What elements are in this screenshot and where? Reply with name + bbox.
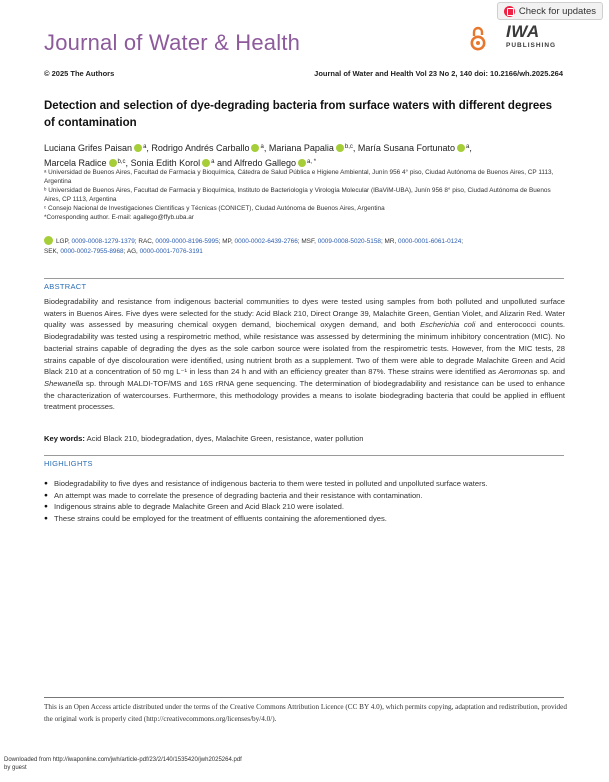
author-separator: , xyxy=(263,143,269,153)
open-access-icon xyxy=(470,26,486,52)
affiliation-b: ᵇ Universidad de Buenos Aires, Facultad de Farmacia y Bioquímica, Instituto de Bacteriología y Virología Molecular (IBaViM-UBA), Junín 956 8° piso, Ciudad Autónoma de Buenos Aires, CP 1113, Argentina xyxy=(44,187,551,203)
download-note-line-1: Downloaded from http://iwaponline.com/jwh/article-pdf/23/2/140/1535420/jwh2025264.pdf xyxy=(4,757,242,763)
author-separator: , xyxy=(125,158,131,168)
list-item: ● These strains could be employed for the treatment of effluents containing the aforementioned dyes. xyxy=(44,513,564,525)
author-affiliation-marker: a xyxy=(465,144,470,150)
abstract-part-4: sp. through MALDI-TOF/MS and 16S rRNA gene sequencing. The determination of biodegradability and resistance can be used to enhance the characterization of watercourses. Furthermore, this methodology provides a means to isolate biodegrading bacteria that could be applied in effluent treatment processes. xyxy=(44,378,565,412)
journal-title: Journal of Water & Health xyxy=(44,30,301,55)
orcid-icon[interactable] xyxy=(298,159,306,167)
orcid-link[interactable]: 0000-0001-6061-0124 xyxy=(398,238,462,245)
orcid-link[interactable]: 0000-0002-6439-2766 xyxy=(234,238,298,245)
orcid-author-label: MR, xyxy=(384,238,399,245)
abstract-part-1: Biodegradability and resistance from indigenous bacterial communities to dyes were tested using samples from both polluted and unpolluted surface waters in Buenos Aires. Five dyes were selected for the study: Acid Black 210, Direct Orange 39, Malachite Green, Gentian Violet, and Alizarin Red. Water quality was assessed by measuring chemical oxygen demand, biochemical oxygen demand, and both xyxy=(44,297,565,330)
highlights-list xyxy=(44,478,564,524)
check-updates-label: Check for updates xyxy=(518,5,596,17)
author-name[interactable]: Mariana Papalia xyxy=(268,143,334,153)
author-affiliation-marker: a xyxy=(143,144,147,150)
publisher-logo: IWA xyxy=(506,22,540,41)
download-note-line-2: by guest xyxy=(4,764,27,771)
orcid-separator: ; xyxy=(218,238,223,245)
orcid-icon[interactable] xyxy=(336,144,344,152)
author-affiliation-marker: b,c xyxy=(344,144,353,150)
keywords-text: Acid Black 210, biodegradation, dyes, Malachite Green, resistance, water pollution xyxy=(84,434,364,443)
check-updates-icon xyxy=(504,6,515,17)
author-name[interactable]: Alfredo Gallego xyxy=(233,158,297,168)
author-separator: , xyxy=(469,143,472,153)
author-name[interactable]: Rodrigo Andrés Carballo xyxy=(151,143,250,153)
download-note xyxy=(4,757,242,772)
orcid-separator: ; xyxy=(297,238,302,245)
orcid-link[interactable]: 0000-0001-7076-3191 xyxy=(139,247,203,255)
orcid-separator: ; xyxy=(461,238,464,245)
affiliations xyxy=(44,168,564,222)
orcid-link[interactable]: 0000-0002-7955-8968 xyxy=(60,247,124,255)
abstract-italic-ecoli: Escherichia coli xyxy=(420,320,476,330)
author-name[interactable]: Sonia Edith Korol xyxy=(130,158,201,168)
abstract-heading: ABSTRACT xyxy=(44,282,87,291)
keywords xyxy=(44,434,564,443)
list-item: ● An attempt was made to correlate the presence of degrading bacteria and their resistance with contamination. xyxy=(44,490,564,502)
license-part-1: This is an Open Access article distributed under the terms of the Creative Commons Attribution Licence (CC BY 4.0), which permits copying, adaptation and redistribution, provided the original work is properly cited ( xyxy=(44,703,567,723)
author-separator: , xyxy=(146,143,152,153)
abstract-part-3: sp. and xyxy=(537,367,565,377)
copyright: © 2025 The Authors xyxy=(44,69,115,78)
keywords-label: Key words: xyxy=(44,434,85,443)
author-separator: and xyxy=(214,158,234,168)
author-affiliation-marker: a xyxy=(211,159,215,165)
orcid-separator: ; xyxy=(134,238,139,245)
divider xyxy=(44,278,564,279)
citation: Journal of Water and Health Vol 23 No 2, 140 doi: 10.2166/wh.2025.264 xyxy=(314,69,563,78)
check-for-updates-button[interactable] xyxy=(497,2,603,20)
divider xyxy=(44,697,564,698)
author-name[interactable]: María Susana Fortunato xyxy=(357,143,455,153)
list-item: ● Indigenous strains able to degrade Malachite Green and Acid Black 210 were isolated. xyxy=(44,501,564,513)
list-item: ● Biodegradability to five dyes and resistance of indigenous bacteria to them were tested in polluted and unpolluted surface waters. xyxy=(44,478,564,490)
affiliation-a: ᵃ Universidad de Buenos Aires, Facultad de Farmacia y Bioquímica, Cátedra de Salud Pública e Higiene Ambiental, Junín 956 4° piso, Ciudad Autónoma de Buenos Aires, CP 1113, Argentina xyxy=(44,169,554,185)
orcid-author-label: AG, xyxy=(126,247,140,255)
orcid-author-label: MSF, xyxy=(301,238,318,245)
orcid-icon[interactable] xyxy=(457,144,465,152)
corresponding-author: *Corresponding author. E-mail: agallego@ffyb.uba.ar xyxy=(44,214,194,221)
abstract-italic-shewanella: Shewanella xyxy=(44,378,84,388)
license-link[interactable]: http://creativecommons.org/licenses/by/4.0/ xyxy=(146,714,273,723)
orcid-author-label: MP, xyxy=(222,238,235,245)
abstract-italic-aeromonas: Aeromonas xyxy=(498,367,538,377)
orcid-link[interactable]: 0009-0000-8196-5995 xyxy=(155,238,219,245)
author-affiliation-marker: b,c xyxy=(117,159,126,165)
orcid-list xyxy=(44,236,564,256)
orcid-icon[interactable] xyxy=(134,144,142,152)
abstract-part-2: and enterococci counts. Biodegradability was tested using a respirometric method, while resistance was assessed by determining the minimum inhibitory concentration (MIC). No bacterial strains capable of degrading the dyes as the sole carbon source were isolated from the respirometric tests. However, from the MIC tests, 28 strains capable of dye discolouration were identified, using nutrient broth as a supplement. Two of them were able to degrade Malachite Green and Acid Black 210 at a concentration of 50 mg L⁻¹ in less than 24 h and with an efficiency greater than 87%. These strains were identified as xyxy=(44,320,566,377)
divider xyxy=(44,455,564,456)
orcid-link[interactable]: 0009-0008-1279-1379 xyxy=(71,238,135,245)
orcid-separator: ; xyxy=(380,238,385,245)
author-name[interactable]: Marcela Radice xyxy=(44,158,107,168)
author-affiliation-marker: a xyxy=(260,144,264,150)
orcid-icon xyxy=(44,236,53,245)
orcid-link[interactable]: 0009-0008-5020-5158 xyxy=(317,238,381,245)
orcid-separator: ; xyxy=(123,247,127,255)
license-text xyxy=(44,702,569,725)
orcid-icon[interactable] xyxy=(109,159,117,167)
publisher-logo-sub: PUBLISHING xyxy=(506,42,557,49)
license-part-2: ). xyxy=(272,714,277,723)
author-list xyxy=(44,140,564,170)
author-separator: , xyxy=(352,143,358,153)
orcid-author-label: RAC, xyxy=(138,238,156,245)
author-name[interactable]: Luciana Grifes Paisan xyxy=(44,143,133,153)
highlights-heading: HIGHLIGHTS xyxy=(44,459,93,468)
orcid-author-label: LGP, xyxy=(56,238,72,245)
orcid-icon[interactable] xyxy=(202,159,210,167)
author-affiliation-marker: a, * xyxy=(307,159,317,165)
abstract-text xyxy=(44,296,565,413)
orcid-author-label: SEK, xyxy=(44,247,61,255)
affiliation-c: ᶜ Consejo Nacional de Investigaciones Científicas y Técnicas (CONICET), Ciudad Autónoma de Buenos Aires, Argentina xyxy=(44,205,385,212)
article-title: Detection and selection of dye-degrading bacteria from surface waters with different degrees of contamination xyxy=(44,100,553,129)
orcid-icon[interactable] xyxy=(251,144,259,152)
